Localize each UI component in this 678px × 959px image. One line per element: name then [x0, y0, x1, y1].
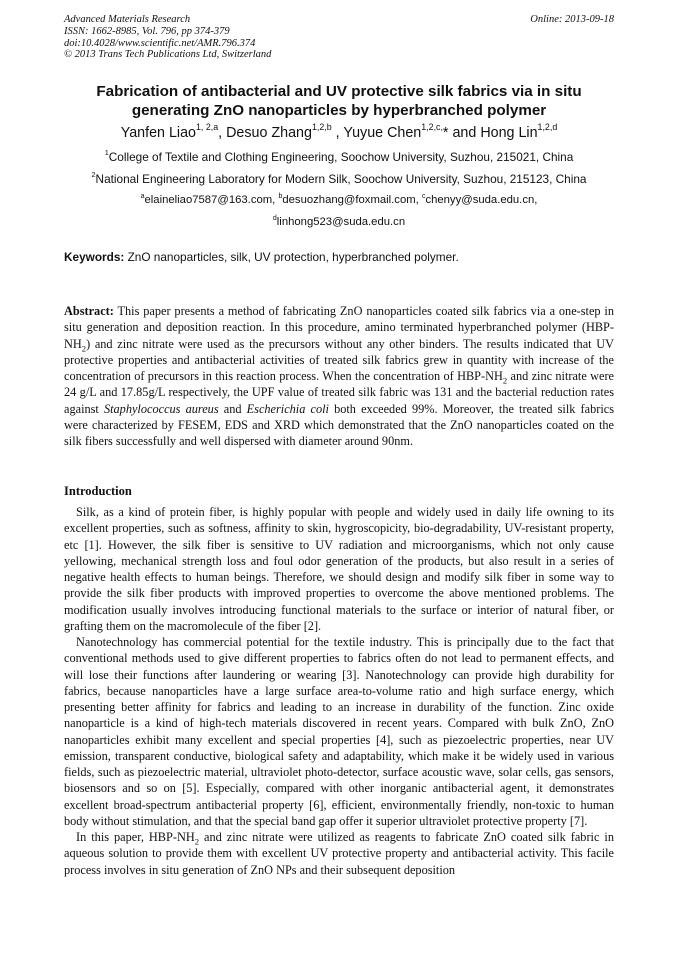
author-name: Desuo Zhang — [226, 125, 312, 141]
author-list — [40, 124, 638, 142]
author-name: Yuyue Chen — [343, 125, 422, 141]
affiliation-text: College of Textile and Clothing Engineering, Soochow University, Suzhou, 215021, China — [108, 150, 574, 164]
subscript: 2 — [81, 342, 87, 353]
email-superscript: c — [421, 192, 426, 200]
author-superscript: 1,2,b — [311, 122, 332, 133]
affiliation-1 — [40, 150, 638, 164]
keywords-text: ZnO nanoparticles, silk, UV protection, hyperbranched polymer. — [124, 250, 459, 264]
author-superscript: 1,2,d — [537, 122, 558, 133]
doi-line: doi:10.4028/www.scientific.net/AMR.796.374 — [64, 37, 256, 49]
introduction-body — [64, 504, 614, 878]
subscript: 2 — [502, 375, 508, 386]
subscript: 2 — [194, 836, 200, 847]
intro-paragraph-3 — [64, 829, 614, 878]
abstract-text: and zinc nitrate were 24 g/L and 17.85g/L respectively, the UPF value of treated silk fabric was 131 and the bacterial reduction rates against — [64, 369, 614, 416]
title-line-2: generating ZnO nanoparticles by hyperbranched polymer — [131, 102, 547, 119]
author-name: Hong Lin — [480, 125, 538, 141]
keywords — [64, 250, 614, 264]
author-separator: , — [218, 125, 227, 141]
affiliation-superscript: 1 — [104, 148, 109, 158]
intro-paragraph-1: Silk, as a kind of protein fiber, is highly popular with people and widely used in daily life owning to its excellent properties, such as softness, affinity to skin, hygroscopicity, bio-degradability, UV-resistant property, etc [1]. However, the silk fiber is sensitive to UV radiation and microorganisms, which not only cause yellowing, mechanical strength loss and foul odor generation of the products, but also result in a series of negative health effects to human beings. Therefore, we should design and modify silk fiber in some way to provide the silk fiber products with improved properties to overcome the above mentioned problems. The modification usually involves introducing functional materials to the surface or interior of natural fiber, or grafting them on the macromolecule of the fiber [2]. — [64, 505, 614, 633]
email-address: desuozhang@foxmail.com, — [282, 194, 422, 206]
email-address: elaineliao7587@163.com, — [144, 194, 279, 206]
online-date: Online: 2013-09-18 — [530, 14, 614, 25]
email-line-2 — [40, 216, 638, 229]
affiliation-superscript: 2 — [91, 170, 96, 180]
email-address: linhong523@suda.edu.cn — [276, 216, 406, 228]
title-line-1: Fabrication of antibacterial and UV protective silk fabrics via in situ — [96, 83, 582, 100]
abstract-text: This paper presents a method of fabricating ZnO nanoparticles coated silk fabrics via a one-step in situ generation and deposition reaction. In this procedure, amino terminated hyperbranched polymer (HBP-NH — [64, 304, 614, 351]
issn-line: ISSN: 1662-8985, Vol. 796, pp 374-379 — [64, 25, 230, 37]
intro-paragraph-2: Nanotechnology has commercial potential for the textile industry. This is principally due to the fact that conventional methods used to give different properties to fabrics often do not lead to permanent effects, and will lose their functions after laundering or wearing [3]. Nanotechnology can provide high durability for fabrics, because nanoparticles have a large surface area-to-volume ratio and high surface energy, which presenting better affinity for fabrics and leading to an increase in durability of the function. Zinc oxide nanoparticle is a kind of high-tech materials discovered in recent years. Compared with bulk ZnO, ZnO nanoparticles exhibit many excellent and special properties [4], such as piezoelectric properties, near UV emission, transparent conductive, biological safety and adaptability, which make it be widely used in various fields, such as piezoelectric material, ultraviolet photo-detector, surface acoustic wave, solar cells, gas sensors, biosensors and so on [5]. Especially, compared with other inorganic antibacterial agent, it demonstrates excellent broad-spectrum antibacterial property [6], efficient, environmentally friendly, non-toxic to human body without stimulation, and that the special band gap offer it superior ultraviolet protective property [7]. — [64, 635, 614, 828]
section-heading-introduction: Introduction — [64, 484, 132, 498]
paper-title — [60, 82, 618, 120]
email-line-1 — [40, 194, 638, 207]
email-superscript: b — [278, 192, 283, 200]
author-separator: and — [448, 125, 481, 141]
species-name: Escherichia coli — [246, 401, 329, 416]
abstract-text: and — [218, 401, 247, 416]
corresponding-star: * — [442, 125, 449, 141]
author-name: Yanfen Liao — [120, 125, 196, 141]
copyright-line: © 2013 Trans Tech Publications Ltd, Switzerland — [64, 49, 272, 61]
journal-header — [64, 14, 614, 61]
abstract-text: ) and zinc nitrate were used as the precursors without any other binders. The results indicated that UV protective properties and antibacterial activities of treated silk fabrics grew in quantity with increase of the concentration of precursors in this reaction process. When the concentration of HBP-NH — [64, 336, 614, 383]
email-superscript: d — [272, 214, 277, 222]
paragraph-text: In this paper, HBP-NH — [76, 830, 195, 844]
abstract-label: Abstract: — [64, 304, 114, 318]
affiliation-text: National Engineering Laboratory for Modern Silk, Soochow University, Suzhou, 215123, China — [95, 172, 587, 186]
email-superscript: a — [140, 192, 145, 200]
author-superscript: 1, 2,a — [195, 122, 219, 133]
abstract — [64, 303, 614, 449]
keywords-label: Keywords: — [64, 250, 125, 264]
author-superscript: 1,2,c, — [421, 122, 443, 133]
author-separator: , — [331, 125, 344, 141]
abstract-text: both exceeded 99%. Moreover, the treated silk fabrics were characterized by FESEM, EDS and XRD which demonstrated that the ZnO nanoparticles coated on the silk fibers successfully and well dispersed with diameter around 90nm. — [64, 401, 614, 448]
email-address: chenyy@suda.edu.cn, — [425, 194, 538, 206]
affiliation-2 — [40, 172, 638, 186]
species-name: Staphylococcus aureus — [103, 401, 219, 416]
journal-name: Advanced Materials Research — [64, 14, 191, 25]
paragraph-text: and zinc nitrate were utilized as reagents to fabricate ZnO coated silk fabric in aqueous solution to provide them with excellent UV protective property and antibacterial activity. This facile process involves in situ generation of ZnO NPs and their subsequent deposition — [64, 830, 614, 877]
